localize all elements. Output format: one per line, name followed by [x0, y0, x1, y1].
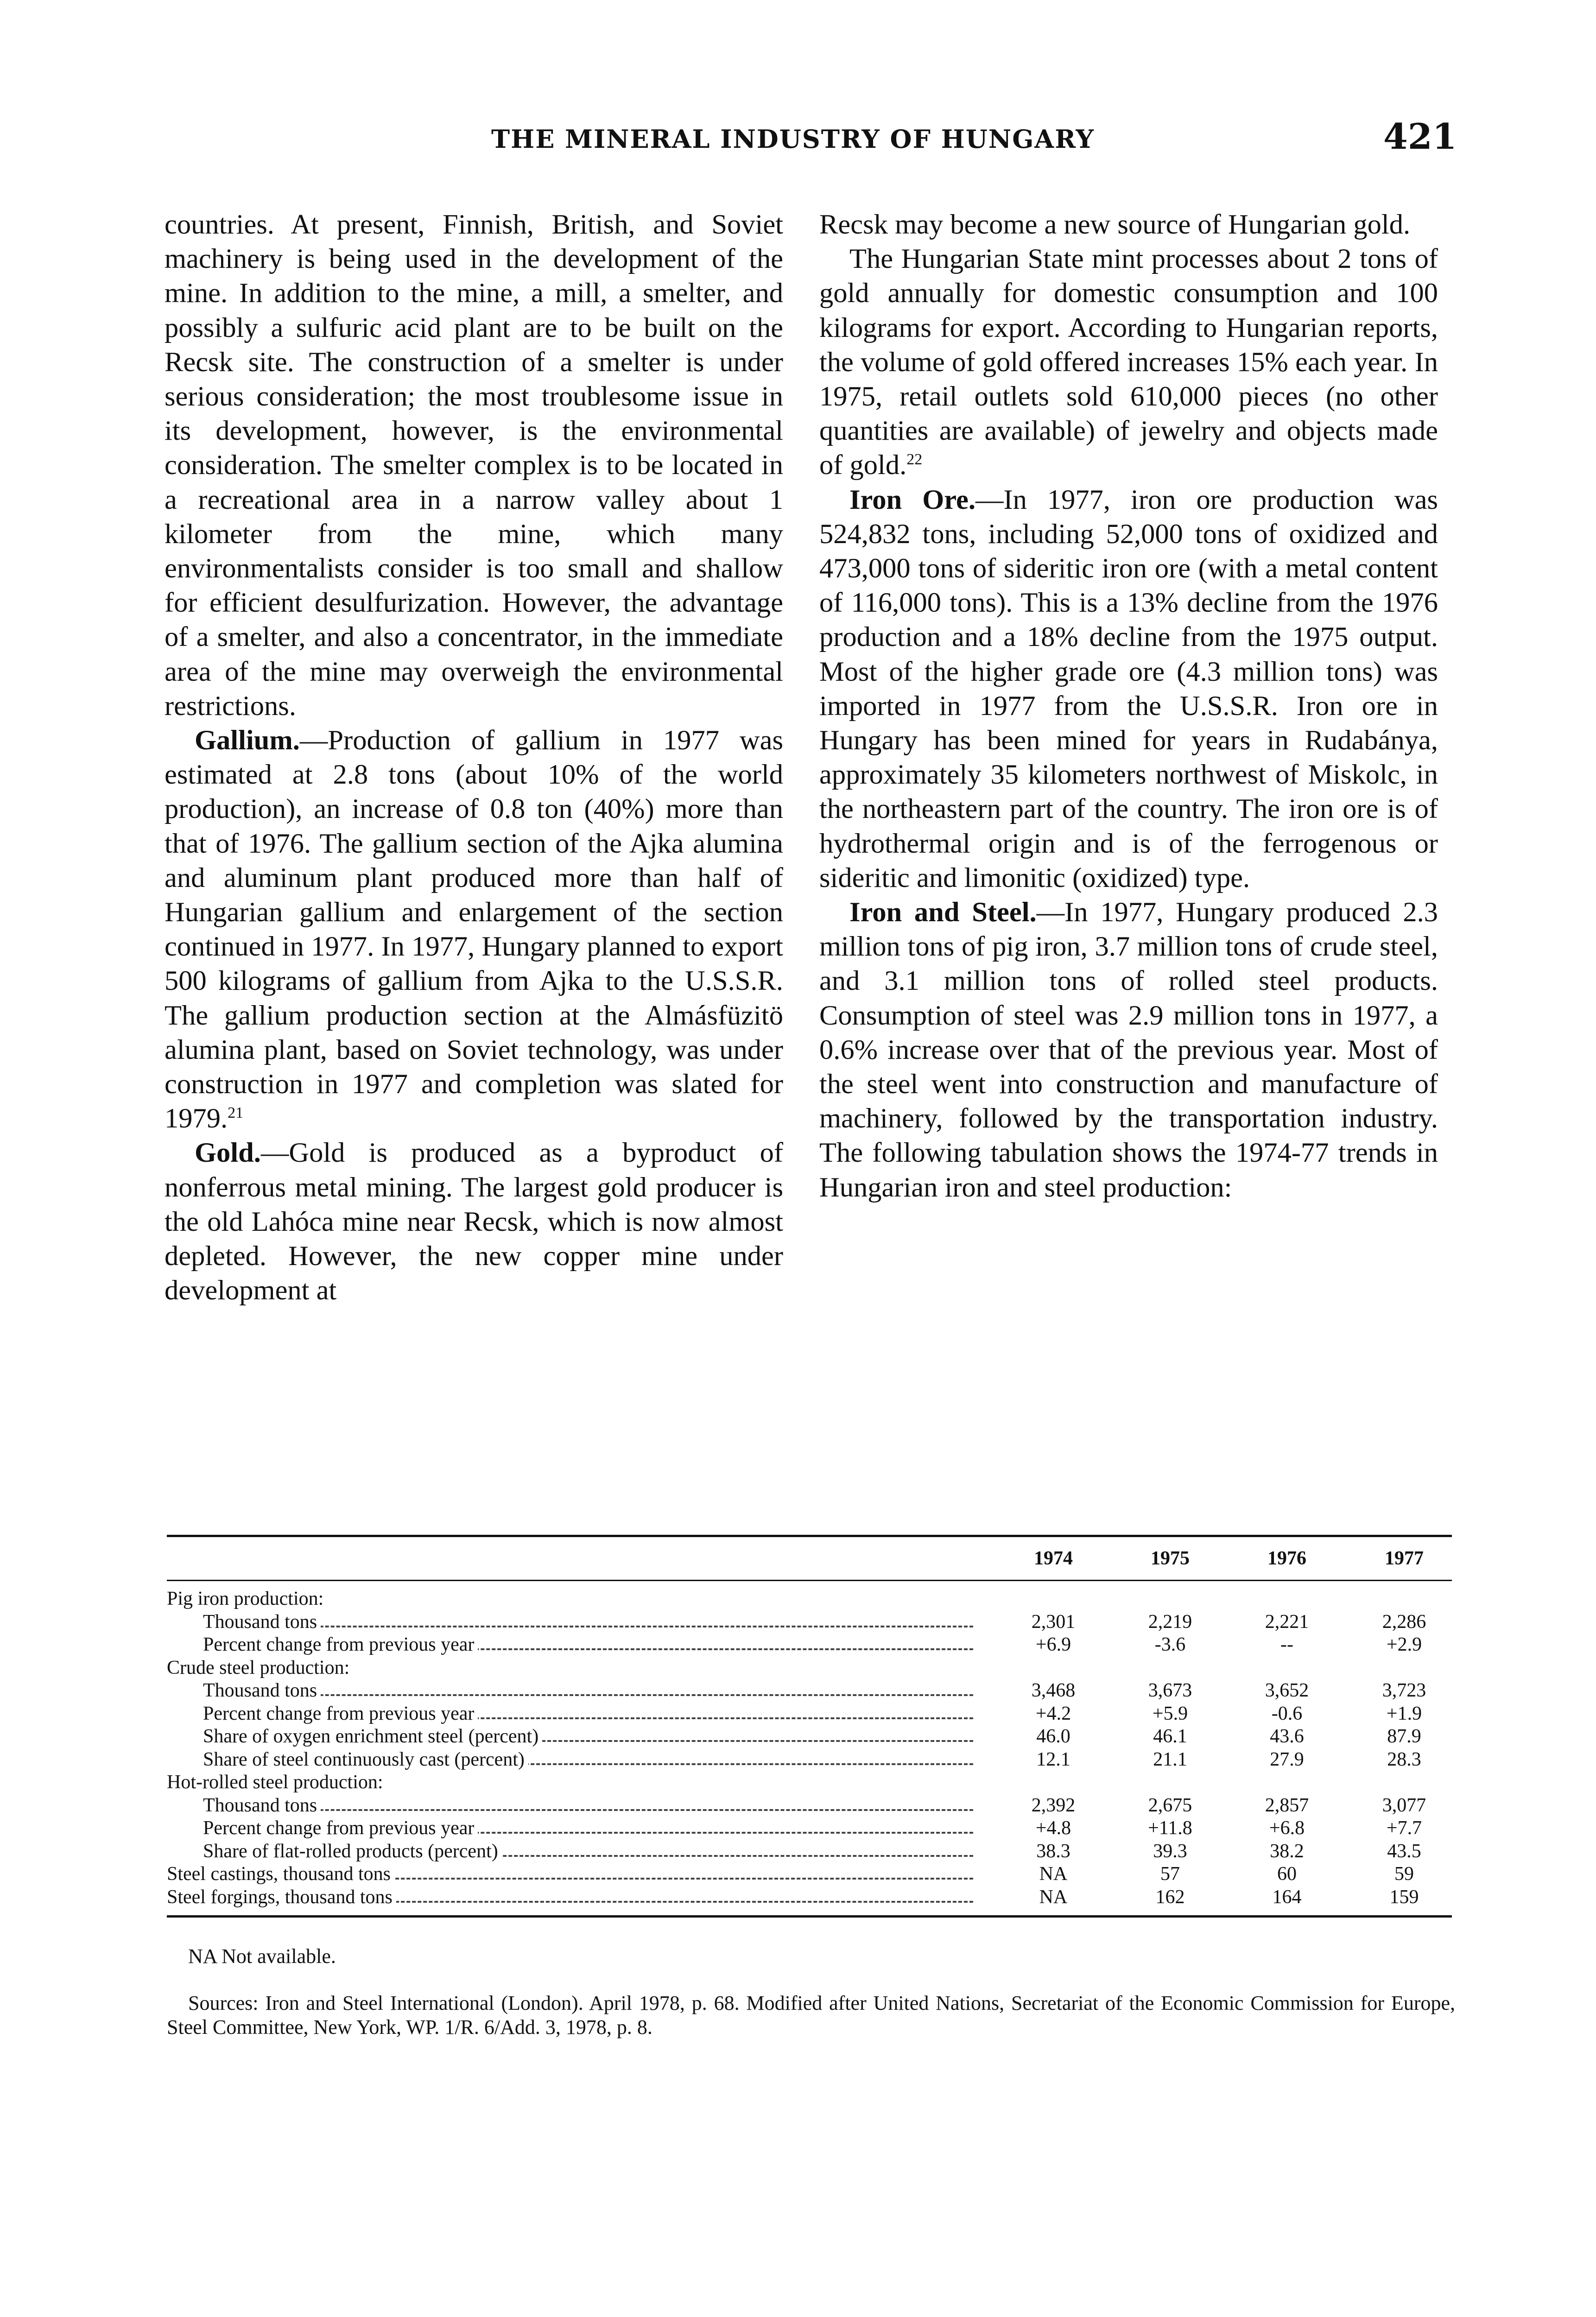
row-label-text: Share of steel continuously cast (percent): [203, 1749, 528, 1770]
table-cell: NA: [1039, 1886, 1068, 1908]
table-row: [167, 1588, 1452, 1611]
column-header-year: 1977: [1385, 1548, 1424, 1569]
paragraph-recsk-mine: countries. At present, Finnish, British, and Soviet machinery is being used in the development of the mine. In addition to the mine, a mill, a smelter, and possibly a sulfuric acid plant are to be built on the Recsk site. The construction of a smelter is under serious consideration; the most troublesome issue in its development, however, is the environmental consideration. The smelter complex is to be located in a recreational area in a narrow valley about 1 kilometer from the mine, which many environmentalists consider is too small and shallow for efficient desulfurization. However, the advantage of a smelter, and also a concentrator, in the immediate area of the mine may overweigh the environmental restrictions.: [165, 209, 783, 722]
table-row: [167, 1794, 1452, 1817]
table-row: [167, 1725, 1452, 1748]
section-heading-iron-ore: Iron Ore.: [849, 484, 976, 515]
table-cell: 59: [1394, 1863, 1414, 1885]
table-cell: --: [1280, 1634, 1293, 1655]
table-row: [167, 1817, 1452, 1840]
table-cell: 28.3: [1387, 1748, 1421, 1770]
table-cell: 3,468: [1031, 1680, 1076, 1701]
row-label-text: Share of oxygen enrichment steel (percent): [203, 1726, 542, 1747]
table-cell: +11.8: [1148, 1817, 1192, 1839]
row-label-text: Percent change from previous year: [203, 1817, 478, 1839]
row-label: [167, 1771, 973, 1794]
table-cell: 3,723: [1382, 1680, 1426, 1701]
row-label-text: Share of flat-rolled products (percent): [203, 1841, 502, 1862]
table-row: [167, 1611, 1452, 1634]
table-cell: 87.9: [1387, 1726, 1421, 1747]
table-note: NA Not available.: [188, 1945, 336, 1968]
table-cell: 27.9: [1270, 1748, 1304, 1770]
table-cell: 2,301: [1031, 1611, 1076, 1633]
gallium-text: —Production of gallium in 1977 was estimated at 2.8 tons (about 10% of the world production), an increase of 0.8 ton (40%) more than that of 1976. The gallium section of the Ajka alumina and aluminum plant produced more than half of Hungarian gallium and enlargement of the section continued in 1977. In 1977, Hungary planned to export 500 kilograms of gallium from Ajka to the U.S.S.R. The gallium production section at the Almásfüzitö alumina plant, based on Soviet technology, was under construction in 1977 and completion was slated for 1979.: [165, 725, 783, 1134]
paragraph-iron-steel: [819, 895, 1438, 1205]
row-label: [203, 1633, 973, 1657]
footnote-marker: 22: [906, 451, 923, 468]
table-cell: +6.9: [1035, 1634, 1071, 1655]
table-cell: 2,675: [1148, 1794, 1192, 1816]
table-row: [167, 1771, 1452, 1794]
row-label: [203, 1611, 973, 1634]
page-number: 421: [1383, 116, 1457, 157]
left-column: [165, 208, 783, 1308]
table-cell: 12.1: [1036, 1748, 1070, 1770]
table-cell: +2.9: [1386, 1634, 1422, 1655]
row-label-text: Percent change from previous year: [203, 1703, 478, 1724]
row-label: [167, 1863, 973, 1886]
table-cell: +1.9: [1386, 1703, 1422, 1724]
row-label-text: Steel forgings, thousand tons: [167, 1887, 396, 1908]
table-row: [167, 1886, 1452, 1909]
section-heading-gallium: Gallium.: [195, 725, 300, 756]
row-label-text: Thousand tons: [203, 1611, 321, 1633]
table-row: [167, 1748, 1452, 1772]
paragraph-recsk-gold: Recsk may become a new source of Hungarian gold.: [819, 209, 1411, 240]
table-source: Sources: Iron and Steel International (London). April 1978, p. 68. Modified after United Nations, Secretariat of the Economic Commission for Europe, Steel Committee, New York, WP. 1/R. 6/Add. 3, 1978, p. 8.: [167, 1992, 1455, 2038]
table-cell: +7.7: [1386, 1817, 1422, 1839]
column-header-year: 1975: [1151, 1548, 1190, 1569]
table-cell: NA: [1039, 1863, 1068, 1885]
table-cell: 2,219: [1148, 1611, 1192, 1633]
table-cell: +4.8: [1035, 1817, 1071, 1839]
table-cell: 2,286: [1382, 1611, 1426, 1633]
running-head: THE MINERAL INDUSTRY OF HUNGARY: [491, 124, 1095, 154]
table-cell: 38.2: [1270, 1840, 1304, 1862]
row-label: [203, 1703, 973, 1726]
row-label-text: Steel castings, thousand tons: [167, 1863, 394, 1885]
table-cell: 3,077: [1382, 1794, 1426, 1816]
table-cell: 43.5: [1387, 1840, 1421, 1862]
table-cell: 43.6: [1270, 1726, 1304, 1747]
table-cell: +4.2: [1035, 1703, 1071, 1724]
steel-production-table: [167, 1535, 1452, 1918]
table-cell: +5.9: [1152, 1703, 1188, 1724]
column-header-year: 1976: [1267, 1548, 1306, 1569]
section-heading-iron-steel: Iron and Steel.: [849, 897, 1037, 928]
table-cell: 39.3: [1153, 1840, 1187, 1862]
table-cell: 162: [1155, 1886, 1185, 1908]
table-row: [167, 1679, 1452, 1703]
table-row: [167, 1657, 1452, 1680]
column-header-year: 1974: [1034, 1548, 1073, 1569]
table-cell: 2,392: [1031, 1794, 1076, 1816]
row-label: [167, 1886, 973, 1909]
row-label: [203, 1748, 973, 1772]
table-header-row: [167, 1537, 1452, 1581]
row-label: [203, 1794, 973, 1817]
row-label-text: Hot-rolled steel production:: [167, 1772, 387, 1793]
table-cell: 38.3: [1036, 1840, 1070, 1862]
paragraph-gold: [165, 1136, 783, 1308]
table-cell: 46.1: [1153, 1726, 1187, 1747]
table-bottom-rule: [167, 1915, 1452, 1918]
table-row: [167, 1863, 1452, 1886]
table-cell: -0.6: [1271, 1703, 1303, 1724]
row-label: [167, 1588, 973, 1611]
paragraph-state-mint: [819, 242, 1438, 482]
table-cell: 3,673: [1148, 1680, 1192, 1701]
table-cell: -3.6: [1154, 1634, 1186, 1655]
table-cell: 57: [1160, 1863, 1180, 1885]
paragraph-iron-ore: [819, 483, 1438, 895]
table-cell: 2,857: [1265, 1794, 1309, 1816]
right-column: [819, 208, 1438, 1205]
table-cell: 164: [1272, 1886, 1302, 1908]
table-cell: 60: [1277, 1863, 1297, 1885]
state-mint-text: The Hungarian State mint processes about 2 tons of gold annually for domestic consumption and 100 kilograms for export. According to Hungarian reports, the volume of gold offered increases 15% each year. In 1975, retail outlets sold 610,000 pieces (no other quantities are available) of jewelry and objects made of gold.: [819, 243, 1438, 481]
paragraph-gallium: [165, 723, 783, 1136]
row-label: [203, 1679, 973, 1703]
table-body: [167, 1581, 1452, 1909]
iron-ore-text: —In 1977, iron ore production was 524,832 tons, including 52,000 tons of oxidized and 473,000 tons of sideritic iron ore (with a metal content of 116,000 tons). This is a 13% decline from the 1976 production and a 18% decline from the 1975 output. Most of the higher grade ore (4.3 million tons) was imported in 1977 from the U.S.S.R. Iron ore in Hungary has been mined for years in Rudabánya, approximately 35 kilometers northwest of Miskolc, in the northeastern part of the country. The iron ore is of hydrothermal origin and is of the ferrogenous or sideritic and limonitic (oxidized) type.: [819, 484, 1438, 893]
row-label-text: Pig iron production:: [167, 1588, 327, 1609]
table-row: [167, 1703, 1452, 1726]
table-cell: 159: [1389, 1886, 1419, 1908]
row-label-text: Percent change from previous year: [203, 1634, 478, 1655]
table-cell: 21.1: [1153, 1748, 1187, 1770]
table-cell: 2,221: [1265, 1611, 1309, 1633]
section-heading-gold: Gold.: [195, 1137, 261, 1169]
row-label: [203, 1725, 973, 1748]
row-label: [203, 1817, 973, 1840]
row-label-text: Thousand tons: [203, 1795, 321, 1816]
table-cell: 46.0: [1036, 1726, 1070, 1747]
row-label: [167, 1657, 973, 1680]
row-label-text: Thousand tons: [203, 1680, 321, 1701]
table-cell: +6.8: [1269, 1817, 1305, 1839]
table-cell: 3,652: [1265, 1680, 1309, 1701]
footnote-marker: 21: [228, 1104, 244, 1122]
row-label-text: Crude steel production:: [167, 1657, 353, 1678]
row-label: [203, 1840, 973, 1863]
table-row: [167, 1840, 1452, 1863]
iron-steel-text: —In 1977, Hungary produced 2.3 million tons of pig iron, 3.7 million tons of crude steel, and 3.1 million tons of rolled steel products. Consumption of steel was 2.9 million tons in 1977, a 0.6% increase over that of the previous year. Most of the steel went into construction and manufacture of machinery, followed by the transportation industry. The following tabulation shows the 1974-77 trends in Hungarian iron and steel production:: [819, 897, 1438, 1203]
table-row: [167, 1633, 1452, 1657]
gold-text: —Gold is produced as a byproduct of nonferrous metal mining. The largest gold producer is the old Lahóca mine near Recsk, which is now almost depleted. However, the new copper mine under development at: [165, 1137, 783, 1306]
